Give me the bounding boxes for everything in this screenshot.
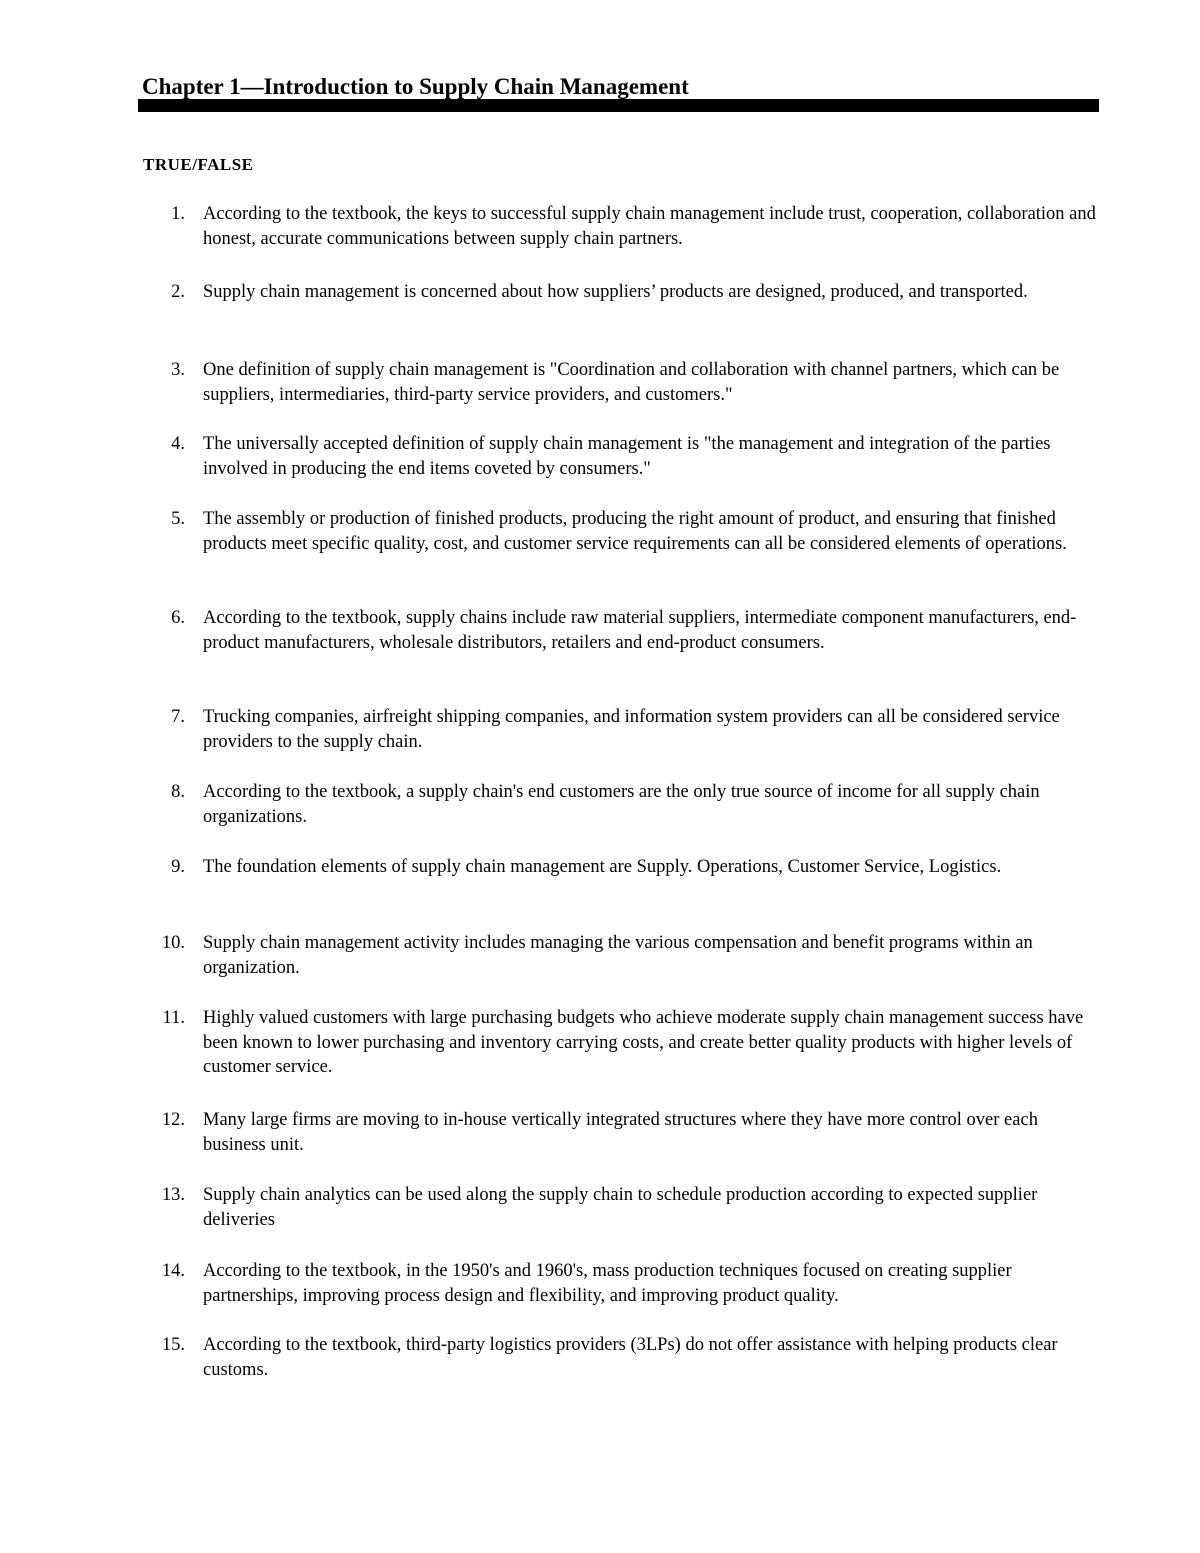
question-text: According to the textbook, in the 1950's and 1960's, mass production techniques focused on creating supplier partnerships, improving process design and flexibility, and improving product quality. bbox=[203, 1261, 1012, 1306]
question-number: 11. bbox=[162, 1008, 185, 1028]
question-number: 2. bbox=[171, 282, 185, 302]
question-number: 12. bbox=[161, 1110, 185, 1130]
question-number: 5. bbox=[171, 509, 185, 529]
question-number: 7. bbox=[171, 707, 185, 727]
section-heading: TRUE/FALSE bbox=[143, 155, 254, 174]
chapter-title: Chapter 1—Introduction to Supply Chain Management bbox=[142, 74, 689, 99]
question-text: Supply chain management activity includes managing the various compensation and benefit programs within an organization. bbox=[203, 933, 1033, 978]
question-number: 8. bbox=[171, 782, 185, 802]
question-number: 1. bbox=[171, 204, 185, 224]
question-number: 6. bbox=[171, 608, 185, 628]
question-text: One definition of supply chain management is "Coordination and collaboration with channel partners, which can be suppliers, intermediaries, third-party service providers, and customers." bbox=[203, 360, 1060, 405]
question-number: 10. bbox=[161, 933, 185, 953]
question-number: 9. bbox=[171, 857, 185, 877]
question-text: Trucking companies, airfreight shipping companies, and information system providers can all be considered service providers to the supply chain. bbox=[203, 707, 1060, 752]
question-text: According to the textbook, the keys to successful supply chain management include trust, cooperation, collaboration and honest, accurate communications between supply chain partners. bbox=[203, 204, 1096, 249]
question-text: The assembly or production of finished products, producing the right amount of product, and ensuring that finished products meet specific quality, cost, and customer service requirements can all be considered elements of operations. bbox=[203, 509, 1067, 554]
question-text: Supply chain analytics can be used along the supply chain to schedule production according to expected supplier deliveries bbox=[203, 1185, 1038, 1230]
question-text: Supply chain management is concerned about how suppliers’ products are designed, produced, and transported. bbox=[203, 282, 1028, 302]
question-number: 3. bbox=[171, 360, 185, 380]
question-text: The universally accepted definition of supply chain management is "the management and integration of the parties involved in producing the end items coveted by consumers." bbox=[203, 434, 1051, 479]
question-text: Many large firms are moving to in-house vertically integrated structures where they have more control over each business unit. bbox=[203, 1110, 1038, 1155]
question-text: According to the textbook, a supply chain's end customers are the only true source of income for all supply chain organizations. bbox=[203, 782, 1040, 827]
question-number: 4. bbox=[171, 434, 185, 454]
question-number: 13. bbox=[161, 1185, 185, 1205]
question-text: Highly valued customers with large purchasing budgets who achieve moderate supply chain management success have been known to lower purchasing and inventory carrying costs, and create better quality products with higher levels of customer service. bbox=[203, 1008, 1084, 1077]
question-text: According to the textbook, third-party logistics providers (3LPs) do not offer assistance with helping products clear customs. bbox=[203, 1335, 1058, 1380]
question-text: According to the textbook, supply chains include raw material suppliers, intermediate component manufacturers, end-product manufacturers, wholesale distributors, retailers and end-product consumers. bbox=[203, 608, 1077, 653]
question-text: The foundation elements of supply chain management are Supply. Operations, Customer Service, Logistics. bbox=[203, 857, 1002, 877]
question-number: 14. bbox=[161, 1261, 185, 1281]
question-number: 15. bbox=[161, 1335, 185, 1355]
